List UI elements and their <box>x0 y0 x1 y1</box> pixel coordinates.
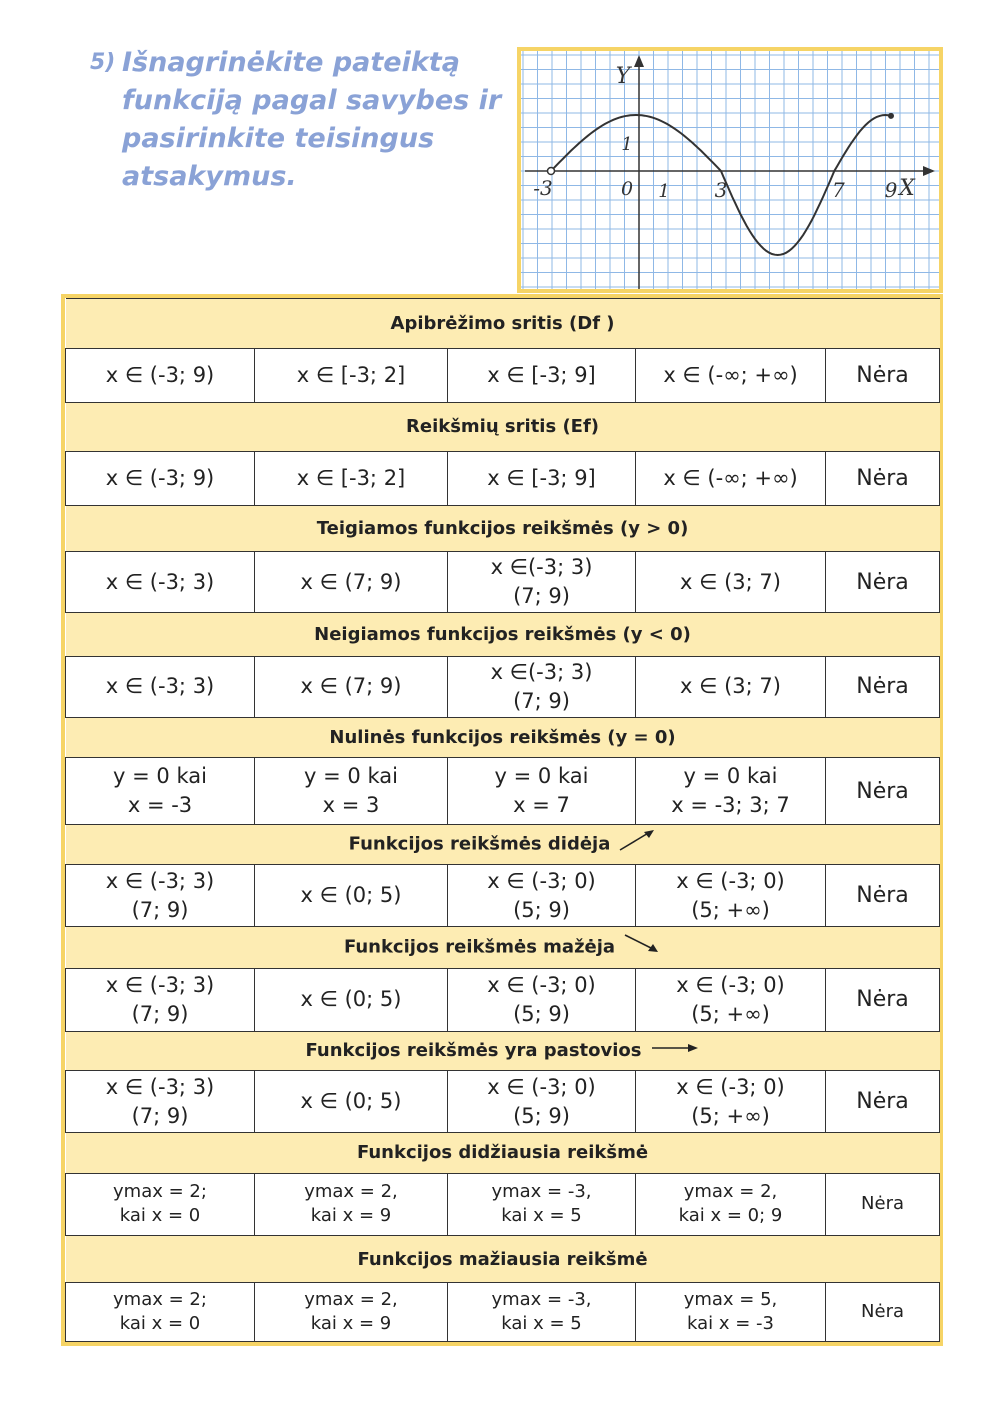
section-header <box>66 824 940 864</box>
x-unit-label: 1 <box>658 181 670 202</box>
function-graph <box>517 47 943 293</box>
section-header <box>66 718 940 758</box>
answer-row <box>66 1070 940 1132</box>
section-title-text: Apibrėžimo sritis (Df ) <box>390 313 615 335</box>
answer-option[interactable] <box>448 349 636 402</box>
task-line: funkciją pagal savybes ir <box>122 85 502 116</box>
answer-option-none[interactable] <box>826 1173 940 1235</box>
section-header <box>66 505 940 551</box>
answer-text: y = 0 kai <box>304 764 398 789</box>
graph-canvas <box>521 51 939 289</box>
answer-option[interactable] <box>448 452 636 505</box>
answer-text: ymax = -3, <box>491 1289 592 1311</box>
answer-text: x ∈ (-3; 3) <box>105 569 215 594</box>
answer-option-none[interactable] <box>826 758 940 825</box>
answer-text: x ∈ (3; 7) <box>680 569 781 594</box>
task-line: Išnagrinėkite pateiktą <box>122 47 460 78</box>
task-line: atsakymus. <box>122 161 297 192</box>
task-number: 5) <box>90 50 116 75</box>
answer-option[interactable] <box>448 1070 636 1132</box>
answer-text: ymax = -3, <box>491 1181 592 1203</box>
answer-text: x ∈ (-∞; +∞) <box>663 363 798 388</box>
answer-text: (7; 9) <box>513 584 570 609</box>
answer-row <box>66 349 940 402</box>
answer-text: kai x = 9 <box>310 1205 392 1227</box>
section-header <box>66 1236 940 1283</box>
answer-text: ymax = 2, <box>304 1289 398 1311</box>
answer-text: x = -3; 3; 7 <box>671 793 790 818</box>
table-body <box>66 299 940 1342</box>
task-text <box>90 44 510 196</box>
answer-text: (7; 9) <box>131 1103 189 1128</box>
answer-text: Nėra <box>856 987 909 1013</box>
answer-text: x ∈ (-3; 3) <box>105 868 215 893</box>
answer-text: kai x = 0 <box>119 1313 201 1335</box>
answer-text: x ∈ (-3; 0) <box>487 868 596 893</box>
answer-text: (5; +∞) <box>691 1103 770 1128</box>
answer-option[interactable] <box>66 969 255 1031</box>
answer-text: (5; 9) <box>513 1103 570 1128</box>
answer-text: ymax = 2; <box>113 1289 207 1311</box>
answer-text: kai x = 5 <box>501 1313 582 1335</box>
answer-option-none[interactable] <box>826 1283 940 1342</box>
answer-text: x ∈ (7; 9) <box>300 674 402 699</box>
answer-option[interactable] <box>448 551 636 612</box>
x-mark-label: 9 <box>884 178 898 202</box>
section-title <box>66 1031 940 1070</box>
answer-text: x ∈ (-3; 9) <box>105 465 215 490</box>
answer-option[interactable] <box>636 452 826 505</box>
answer-option[interactable] <box>255 1070 448 1132</box>
answer-option[interactable] <box>255 349 448 402</box>
answer-text: x ∈ (-3; 0) <box>487 1074 596 1099</box>
answer-text: x ∈ (-3; 3) <box>105 1074 215 1099</box>
answer-option-none[interactable] <box>826 865 940 926</box>
answer-text: x ∈ (0; 5) <box>300 883 402 907</box>
answer-option[interactable] <box>66 758 255 825</box>
answer-option[interactable] <box>448 758 636 825</box>
arrow-down-right-icon <box>623 931 661 964</box>
answer-row <box>66 656 940 717</box>
answer-text: (7; 9) <box>131 1001 189 1026</box>
section-title <box>66 1133 940 1173</box>
answer-text: Nėra <box>856 569 909 595</box>
answer-option[interactable] <box>636 865 826 926</box>
answer-option[interactable] <box>66 1173 255 1235</box>
answer-option[interactable] <box>636 1070 826 1132</box>
answer-text: x ∈ (7; 9) <box>300 569 402 594</box>
answer-text: x ∈ [-3; 9] <box>487 363 596 388</box>
answer-option-none[interactable] <box>826 551 940 612</box>
answer-text: x ∈ (-3; 3) <box>105 674 215 699</box>
answer-text: ymax = 5, <box>683 1289 778 1311</box>
section-title-text: Funkcijos didžiausia reikšmė <box>356 1142 649 1164</box>
section-header <box>66 299 940 349</box>
answer-text: x ∈ (-3; 9) <box>105 363 215 388</box>
answer-text: x ∈ [-3; 9] <box>487 465 596 490</box>
answer-option[interactable] <box>636 349 826 402</box>
answer-text: x ∈ (-3; 0) <box>487 972 596 997</box>
arrow-up-right-icon <box>618 828 656 861</box>
section-title-text: Funkcijos reikšmės yra pastovios <box>305 1039 642 1061</box>
section-title-text: Teigiamos funkcijos reikšmės (y > 0) <box>316 517 689 539</box>
closed-endpoint <box>888 113 894 119</box>
answer-text: ymax = 2, <box>304 1181 398 1203</box>
answer-option[interactable] <box>448 865 636 926</box>
section-title-text: Funkcijos reikšmės didėja <box>348 833 611 855</box>
answer-row <box>66 1173 940 1235</box>
x-axis-label: X <box>899 176 915 201</box>
answer-option-none[interactable] <box>826 969 940 1031</box>
answer-option[interactable] <box>636 758 826 825</box>
answer-option-none[interactable] <box>826 656 940 717</box>
answer-option[interactable] <box>448 656 636 717</box>
answer-text: x ∈(-3; 3) <box>490 555 593 580</box>
answer-text: Nėra <box>856 674 909 700</box>
answer-option[interactable] <box>636 969 826 1031</box>
answer-option[interactable] <box>66 1070 255 1132</box>
answer-text: kai x = 9 <box>310 1313 392 1335</box>
answer-text: (5; +∞) <box>691 897 770 922</box>
properties-table <box>61 294 943 1346</box>
answer-option[interactable] <box>66 865 255 926</box>
answer-text: x ∈(-3; 3) <box>490 659 593 684</box>
answer-option[interactable] <box>636 1173 826 1235</box>
section-header <box>66 402 940 451</box>
answer-text: Nėra <box>856 1089 909 1115</box>
y-unit-label: 1 <box>621 134 633 155</box>
answer-text: x ∈ (0; 5) <box>300 987 402 1012</box>
answer-row <box>66 1283 940 1342</box>
section-header <box>66 613 940 656</box>
y-axis-arrow-icon <box>634 55 644 67</box>
answer-text: x ∈ (3; 7) <box>680 674 781 699</box>
answer-text: kai x = 5 <box>501 1205 582 1227</box>
answer-option[interactable] <box>255 758 448 825</box>
answer-option[interactable] <box>255 656 448 717</box>
answer-text: x ∈ (0; 5) <box>300 1089 402 1114</box>
answer-text: y = 0 kai <box>113 764 207 789</box>
answer-text: kai x = 0; 9 <box>678 1205 783 1227</box>
section-title <box>66 824 940 864</box>
section-title <box>66 613 940 656</box>
answer-row <box>66 452 940 505</box>
answer-text: kai x = 0 <box>119 1205 201 1227</box>
origin-label: 0 <box>620 178 634 200</box>
answer-row <box>66 758 940 825</box>
answer-row <box>66 551 940 612</box>
answer-text: x ∈ (-∞; +∞) <box>663 465 798 490</box>
answer-option[interactable] <box>255 1283 448 1342</box>
answer-option[interactable] <box>636 656 826 717</box>
answer-option[interactable] <box>636 1283 826 1342</box>
section-header <box>66 1133 940 1173</box>
section-title <box>66 1236 940 1283</box>
answer-text: kai x = -3 <box>687 1313 774 1335</box>
section-header <box>66 1031 940 1070</box>
answer-text: x = 7 <box>513 793 570 818</box>
section-title-text: Funkcijos mažiausia reikšmė <box>357 1248 648 1270</box>
answer-text: x ∈ (-3; 0) <box>676 868 785 893</box>
answer-text: x ∈ (-3; 3) <box>105 972 215 997</box>
answer-text: (5; 9) <box>513 1001 570 1026</box>
answer-text: (7; 9) <box>131 897 189 922</box>
answer-text: (7; 9) <box>513 688 570 713</box>
x-mark-label: -3 <box>533 176 553 200</box>
section-title <box>66 718 940 758</box>
answer-option[interactable] <box>255 865 448 926</box>
answer-option[interactable] <box>255 969 448 1031</box>
section-header <box>66 926 940 968</box>
answer-text: Nėra <box>856 465 909 491</box>
answer-text: Nėra <box>861 1301 905 1323</box>
answer-text: ymax = 2, <box>683 1181 778 1203</box>
section-title <box>66 505 940 551</box>
answer-text: y = 0 kai <box>683 764 778 789</box>
answer-option[interactable] <box>66 452 255 505</box>
answer-row <box>66 865 940 926</box>
section-title-text: Funkcijos reikšmės mažėja <box>343 936 616 958</box>
answer-option[interactable] <box>448 1283 636 1342</box>
answer-option[interactable] <box>66 1283 255 1342</box>
answer-text: Nėra <box>861 1193 905 1215</box>
answer-text: (5; +∞) <box>691 1001 770 1026</box>
answer-text: x ∈ [-3; 2] <box>296 465 406 490</box>
section-title <box>66 299 940 349</box>
answer-option[interactable] <box>255 551 448 612</box>
answer-text: Nėra <box>856 883 909 908</box>
answer-text: x = 3 <box>322 793 380 818</box>
open-endpoint <box>548 168 555 175</box>
answer-option-none[interactable] <box>826 1070 940 1132</box>
y-axis-label: Y <box>615 64 631 89</box>
answer-text: ymax = 2; <box>113 1181 207 1203</box>
answer-text: y = 0 kai <box>494 764 589 789</box>
answer-text: x = -3 <box>127 793 193 818</box>
section-title-text: Reikšmių sritis (Ef) <box>406 416 600 438</box>
answer-option-none[interactable] <box>826 452 940 505</box>
answer-row <box>66 969 940 1031</box>
answer-option[interactable] <box>66 349 255 402</box>
answer-option[interactable] <box>66 551 255 612</box>
x-mark-label: 3 <box>714 178 728 202</box>
section-title-text: Neigiamos funkcijos reikšmės (y < 0) <box>314 624 691 646</box>
answer-text: x ∈ [-3; 2] <box>296 363 406 388</box>
answer-option[interactable] <box>636 551 826 612</box>
task-line: pasirinkite teisingus <box>122 123 435 154</box>
x-mark-label: 7 <box>831 178 845 202</box>
answer-option[interactable] <box>448 969 636 1031</box>
answer-option[interactable] <box>448 1173 636 1235</box>
answer-text: (5; 9) <box>513 897 570 922</box>
answer-option[interactable] <box>255 452 448 505</box>
answer-text: x ∈ (-3; 0) <box>676 1074 785 1099</box>
answer-option[interactable] <box>255 1173 448 1235</box>
answer-option[interactable] <box>66 656 255 717</box>
answer-text: Nėra <box>856 363 909 389</box>
section-title <box>66 926 940 968</box>
answer-text: Nėra <box>856 778 909 804</box>
answer-text: x ∈ (-3; 0) <box>676 972 785 997</box>
section-title <box>66 402 940 451</box>
answer-option-none[interactable] <box>826 349 940 402</box>
arrow-right-icon <box>650 1036 700 1065</box>
section-title-text: Nulinės funkcijos reikšmės (y = 0) <box>329 727 676 749</box>
